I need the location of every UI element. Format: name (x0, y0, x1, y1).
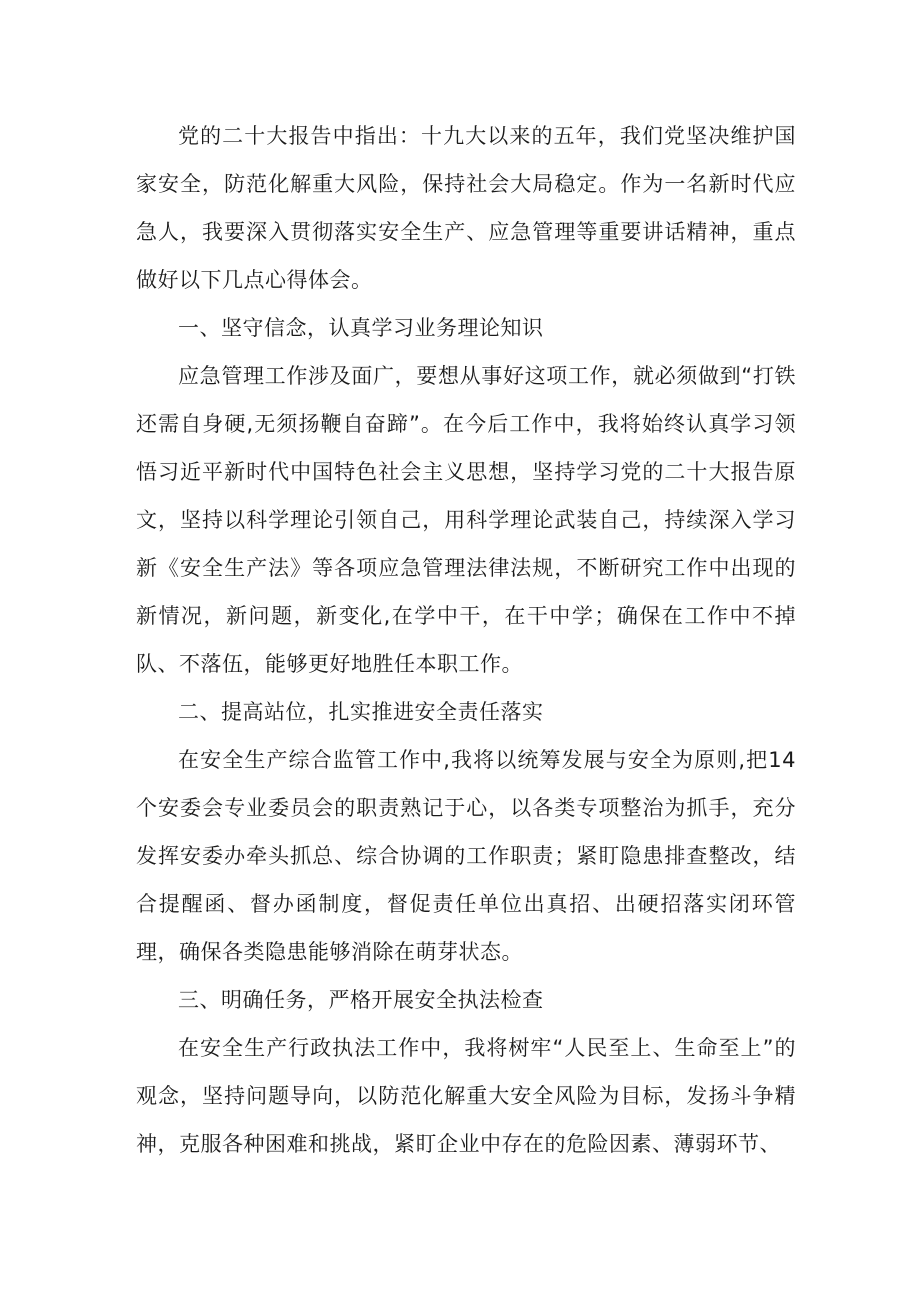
document-body (136, 112, 796, 1168)
section-1-paragraph: 应急管理工作涉及面广，要想从事好这项工作，就必须做到“打铁还需自身硬,无须扬鞭自奋蹄”。在今后工作中，我将始终认真学习领悟习近平新时代中国特色社会主义思想，坚持学习党的二十大报告原文，坚持以科学理论引领自己，用科学理论武装自己，持续深入学习新《安全生产法》等各项应急管理法律法规，不断研究工作中出现的新情况，新问题，新变化,在学中干，在干中学；确保在工作中不掉队、不落伍，能够更好地胜任本职工作。 (136, 364, 796, 676)
section-heading-2: 二、提高站位，扎实推进安全责任落实 (178, 700, 544, 724)
section-3-paragraph: 在安全生产行政执法工作中，我将树牢“人民至上、生命至上”的观念，坚持问题导向，以防范化解重大安全风险为目标，发扬斗争精神，克服各种困难和挑战，紧盯企业中存在的危险因素、薄弱环节、 (136, 1036, 796, 1156)
section-heading-3: 三、明确任务，严格开展安全执法检查 (178, 988, 544, 1012)
section-heading-1: 一、坚守信念，认真学习业务理论知识 (178, 316, 544, 340)
intro-paragraph: 党的二十大报告中指出：十九大以来的五年，我们党坚决维护国家安全，防范化解重大风险，保持社会大局稳定。作为一名新时代应急人，我要深入贯彻落实安全生产、应急管理等重要讲话精神，重点做好以下几点心得体会。 (136, 124, 796, 292)
section-2-paragraph: 在安全生产综合监管工作中,我将以统筹发展与安全为原则,把14个安委会专业委员会的职责熟记于心，以各类专项整治为抓手，充分发挥安委办牵头抓总、综合协调的工作职责；紧盯隐患排查整改，结合提醒函、督办函制度，督促责任单位出真招、出硬招落实闭环管理，确保各类隐患能够消除在萌芽状态。 (136, 748, 796, 964)
